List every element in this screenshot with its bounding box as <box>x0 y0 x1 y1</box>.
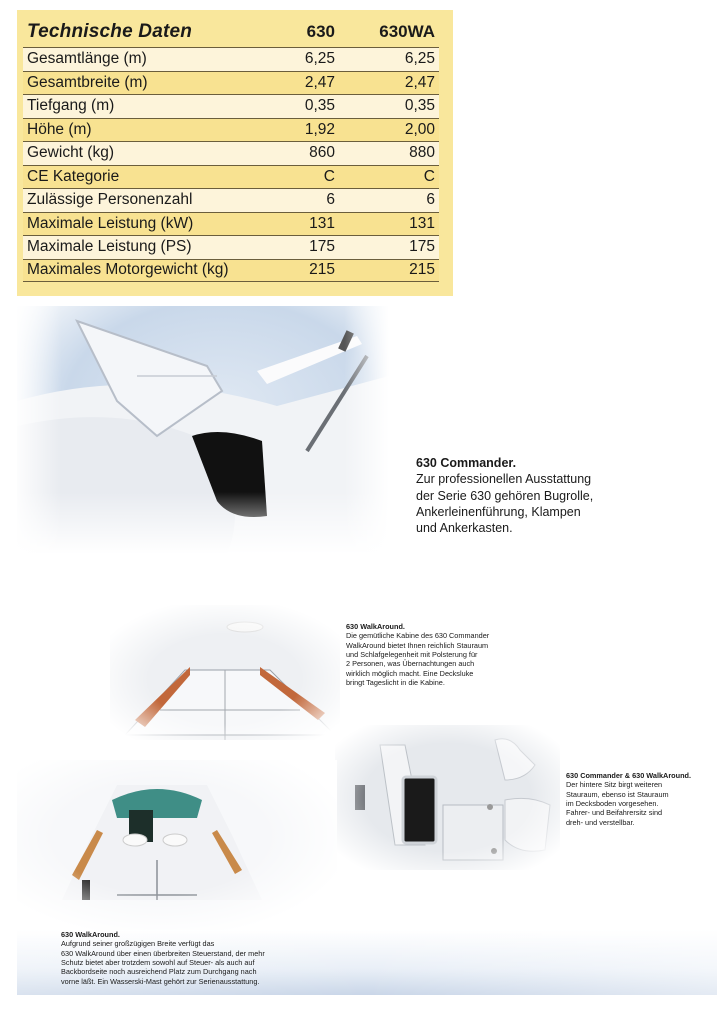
caption-walkaround-deck-line: Aufgrund seiner großzügigen Breite verfügt das <box>61 939 215 949</box>
spec-value-630: 0,35 <box>304 97 335 115</box>
spec-row <box>23 47 439 71</box>
spec-row-label: Maximale Leistung (PS) <box>27 238 192 256</box>
caption-commander-title: 630 Commander. <box>416 456 517 470</box>
caption-commander-line: der Serie 630 gehören Bugrolle, <box>416 488 594 503</box>
spec-row <box>23 212 439 236</box>
spec-table-body <box>23 47 439 282</box>
spec-row-label: Zulässige Personenzahl <box>27 191 193 209</box>
spec-row <box>23 165 439 189</box>
spec-value-630: 6,25 <box>304 50 335 68</box>
spec-value-630wa: 131 <box>409 214 435 232</box>
spec-row-label: Höhe (m) <box>27 120 92 138</box>
spec-value-630: 175 <box>309 238 335 256</box>
spec-value-630: 1,92 <box>304 120 335 138</box>
caption-walkaround-deck <box>61 930 321 986</box>
spec-row <box>23 71 439 95</box>
spec-value-630: 6 <box>326 191 335 209</box>
spec-row-label: Tiefgang (m) <box>27 97 115 115</box>
caption-both-models-line: im Decksboden vorgesehen. <box>566 798 659 808</box>
spec-row-label: Gesamtbreite (m) <box>27 73 148 91</box>
spec-value-630: 131 <box>309 214 335 232</box>
photo-seats-storage <box>335 725 560 870</box>
caption-walkaround-deck-line: vorne läßt. Ein Wasserski-Mast gehört zur Serienausstattung. <box>61 976 260 986</box>
caption-both-models-line: Der hintere Sitz birgt weiteren <box>566 780 663 790</box>
spec-row <box>23 259 439 283</box>
spec-value-630wa: 215 <box>409 261 435 279</box>
caption-commander-line: Zur professionellen Ausstattung <box>416 472 592 487</box>
caption-walkaround-cabin-title: 630 WalkAround. <box>346 622 405 631</box>
caption-walkaround-deck-line: 630 WalkAround über einen überbreiten Steuerstand, der mehr <box>61 948 265 958</box>
caption-walkaround-deck-line: Schutz bietet aber trotzdem sowohl auf Steuer- als auch auf <box>61 957 255 967</box>
photo-helm-deck <box>17 760 337 930</box>
spec-row <box>23 118 439 142</box>
caption-walkaround-cabin <box>346 622 546 687</box>
spec-row-label: Gesamtlänge (m) <box>27 50 147 68</box>
spec-value-630wa: 880 <box>409 144 435 162</box>
caption-both-models-line: Fahrer- und Beifahrersitz sind <box>566 808 663 818</box>
spec-value-630wa: 2,00 <box>404 120 435 138</box>
caption-walkaround-cabin-line: WalkAround bietet Ihnen reichlich Stauraum <box>346 640 489 650</box>
caption-both-models <box>566 771 716 827</box>
spec-value-630wa: 2,47 <box>404 73 435 91</box>
caption-walkaround-cabin-line: 2 Personen, was Übernachtungen auch <box>346 659 475 669</box>
column-header-630: 630 <box>306 22 335 41</box>
caption-walkaround-deck-line: Backbordseite noch ausreichend Platz zum Durchgang nach <box>61 967 257 977</box>
spec-value-630: 2,47 <box>304 73 335 91</box>
spec-row <box>23 141 439 165</box>
spec-value-630wa: 175 <box>409 238 435 256</box>
spec-row <box>23 188 439 212</box>
spec-value-630wa: C <box>423 167 435 185</box>
column-header-630wa: 630WA <box>379 22 435 41</box>
caption-both-models-line: dreh- und verstellbar. <box>566 817 635 827</box>
caption-walkaround-cabin-line: bringt Tageslicht in die Kabine. <box>346 677 445 687</box>
photo-bow-anchor <box>17 306 389 554</box>
spec-value-630wa: 0,35 <box>404 97 435 115</box>
spec-row-label: Gewicht (kg) <box>27 144 114 162</box>
spec-row-label: CE Kategorie <box>27 167 120 185</box>
caption-walkaround-cabin-line: Die gemütliche Kabine des 630 Commander <box>346 631 490 641</box>
spec-value-630: 860 <box>309 144 335 162</box>
caption-walkaround-cabin-line: wirklich möglich macht. Eine Decksluke <box>346 668 474 678</box>
spec-row <box>23 235 439 259</box>
spec-value-630wa: 6 <box>426 191 435 209</box>
photo-cabin <box>110 605 340 740</box>
spec-table-header <box>27 18 435 46</box>
spec-table <box>17 10 453 296</box>
spec-row-label: Maximales Motorgewicht (kg) <box>27 261 229 279</box>
spec-row-label: Maximale Leistung (kW) <box>27 214 194 232</box>
caption-commander-line: Ankerleinenführung, Klampen <box>416 504 581 519</box>
caption-both-models-line: Stauraum, ebenso ist Stauraum <box>566 789 669 799</box>
caption-both-models-title: 630 Commander & 630 WalkAround. <box>566 771 692 780</box>
caption-walkaround-cabin-line: und Schlafgelegenheit mit Polsterung für <box>346 649 478 659</box>
caption-commander <box>416 455 636 536</box>
caption-walkaround-deck-title: 630 WalkAround. <box>61 930 120 939</box>
spec-value-630: 215 <box>309 261 335 279</box>
caption-commander-line: und Ankerkasten. <box>416 521 513 535</box>
spec-value-630: C <box>323 167 335 185</box>
spec-row <box>23 94 439 118</box>
spec-table-title: Technische Daten <box>27 21 193 42</box>
spec-value-630wa: 6,25 <box>404 50 435 68</box>
